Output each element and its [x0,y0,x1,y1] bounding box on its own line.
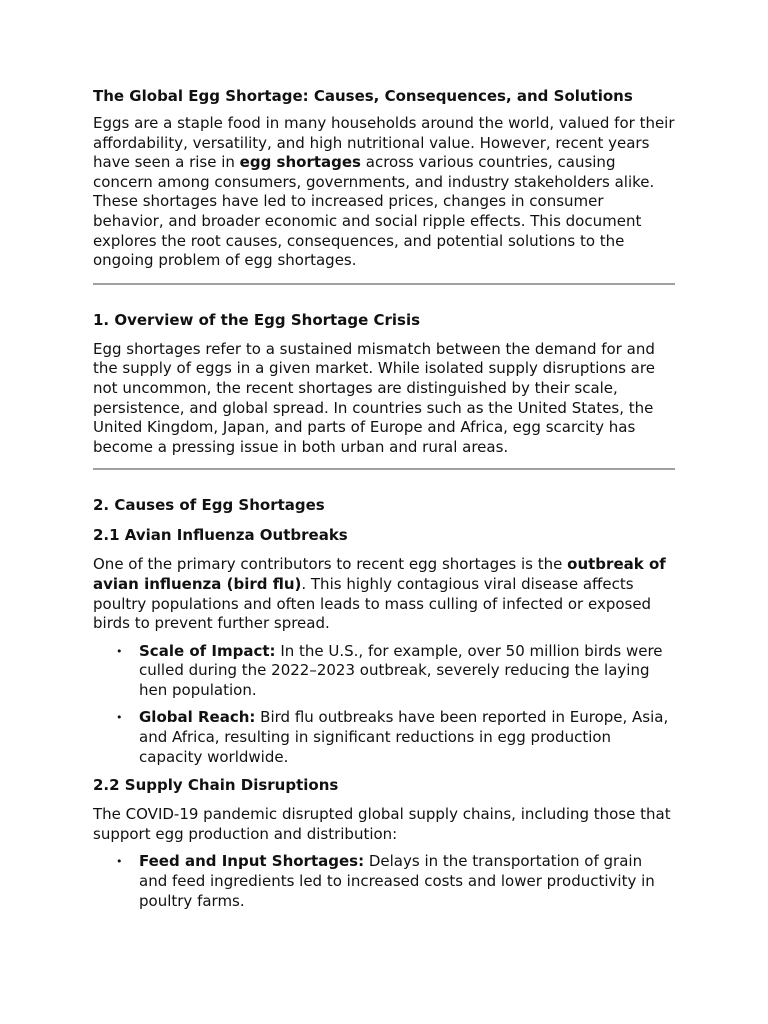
subsection-2-1-heading: 2.1 Avian Influenza Outbreaks [93,526,348,545]
subsection-2-2-heading: 2.2 Supply Chain Disruptions [93,776,339,795]
list-item-text: Delays in the transportation of grain and feed ingredients led to increased costs and lower productivity in poultry farms. [139,852,655,910]
list-item-label: Global Reach: [139,708,256,727]
section-1-heading: 1. Overview of the Egg Shortage Crisis [93,310,421,329]
list-item-text: Bird flu outbreaks have been reported in Europe, Asia, and Africa, resulting in significant reductions in egg production capacity worldwide. [139,708,669,766]
sub1-text-2: . This highly contagious viral disease affects poultry populations and often leads to mass culling of infected or exposed birds to prevent further spread. [93,574,652,633]
bullet-icon: • [116,711,123,725]
subsection-2-2-list [93,852,675,911]
list-item [116,708,675,767]
list-item-label: Scale of Impact: [139,641,276,660]
divider-2 [93,468,675,470]
intro-text-1: Eggs are a staple food in many households around the world, valued for their affordability, versatility, and high nutritional value. However, recent years have seen a rise in [93,114,675,172]
intro-text-2: across various countries, causing concern among consumers, governments, and industry stakeholders alike. These shortages have led to increased prices, changes in consumer behavior, and broader economic and social ripple effects. This document explores the root causes, consequences, and potential solutions to the ongoing problem of egg shortages. [93,153,655,270]
section-1-paragraph: Egg shortages refer to a sustained mismatch between the demand for and the supply of eggs in a given market. While isolated supply disruptions are not uncommon, the recent shortages are distinguished by their scale, persistence, and global spread. In countries such as the United States, the United Kingdom, Japan, and parts of Europe and Africa, egg scarcity has become a pressing issue in both urban and rural areas. [93,339,655,456]
divider-1 [93,283,675,285]
intro-bold-term: egg shortages [239,153,361,172]
subsection-2-2-paragraph: The COVID-19 pandemic disrupted global supply chains, including those that support egg production and distribution: [93,805,671,843]
subsection-2-1-list [93,642,675,768]
intro-paragraph [93,114,675,271]
section-2-heading: 2. Causes of Egg Shortages [93,496,325,515]
list-item [116,852,675,911]
list-item-label: Feed and Input Shortages: [139,852,365,871]
list-item [116,641,675,701]
sub1-text-1: One of the primary contributors to recent egg shortages is the [93,555,568,574]
sub1-bold-term: outbreak of avian influenza (bird flu) [93,555,666,593]
subsection-2-1-paragraph [93,555,675,633]
bullet-icon: • [116,855,123,869]
document-title: The Global Egg Shortage: Causes, Consequences, and Solutions [93,87,633,105]
list-item-text: In the U.S., for example, over 50 million birds were culled during the 2022–2023 outbreak, severely reducing the laying hen population. [139,641,663,699]
bullet-icon: • [116,644,123,658]
